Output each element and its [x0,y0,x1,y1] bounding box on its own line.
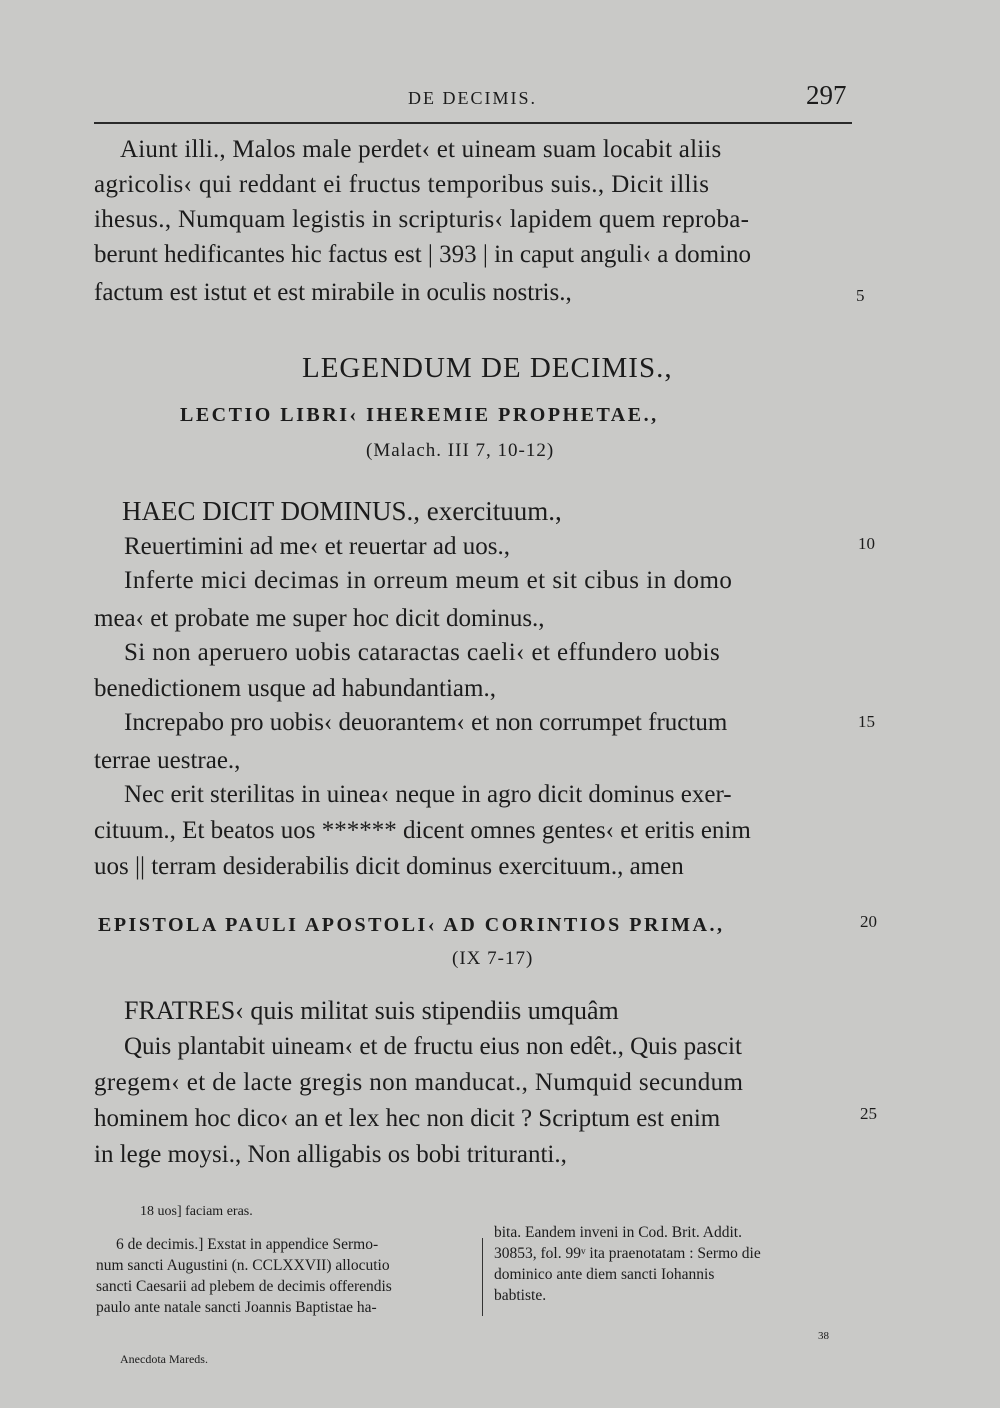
line-number: 15 [858,712,875,731]
text-line: Increpabo pro uobis‹ deuorantem‹ et non corrumpet fructum [124,709,728,736]
footnote-line: sancti Caesarii ad plebem de decimis offerendis [96,1278,392,1295]
text-line: Aiunt illi., Malos male perdet‹ et uineam suam locabit aliis [120,136,722,163]
variant-note: 18 uos] faciam eras. [140,1204,253,1219]
text-line: factum est istut et est mirabile in oculis nostris., [94,279,572,306]
text-line: ihesus., Numquam legistis in scripturis‹ lapidem quem reproba- [94,206,750,233]
line-number: 10 [858,534,875,553]
epistola-title: EPISTOLA PAULI APOSTOLI‹ AD CORINTIOS PRIMA., [98,914,725,936]
text-line: berunt hedificantes hic factus est | 393 | in caput anguli‹ a domino [94,241,752,268]
text-line: Reuertimini ad me‹ et reuertar ad uos., [124,533,510,560]
text-line: FRATRES‹ quis militat suis stipendiis umquâm [124,996,619,1025]
line-number: 25 [860,1104,877,1123]
footnote-line: bita. Eandem inveni in Cod. Brit. Addit. [494,1224,742,1241]
text-line: Nec erit sterilitas in uinea‹ neque in agro dicit dominus exer- [124,781,732,808]
text-line: cituum., Et beatos uos ****** dicent omnes gentes‹ et eritis enim [94,817,751,844]
text-line: uos || terram desiderabilis dicit dominus exercituum., amen [94,853,684,880]
lectio-title: LECTIO LIBRI‹ IHEREMIE PROPHETAE., [180,404,659,426]
header-rule [94,122,852,124]
text-line: benedictionem usque ad habundantiam., [94,675,496,702]
signature-mark: Anecdota Mareds. [120,1352,208,1366]
line-number: 20 [860,912,877,931]
footnote-line: dominico ante diem sancti Iohannis [494,1266,715,1283]
lectio-reference: (Malach. III 7, 10-12) [366,440,555,461]
text-line: HAEC DICIT DOMINUS., exercituum., [122,496,562,526]
text-line: terrae uestrae., [94,747,241,774]
footnote-line: 30853, fol. 99ᵛ ita praenotatam : Sermo die [494,1245,761,1262]
text-line: gregem‹ et de lacte gregis non manducat., Numquid secundum [94,1069,744,1096]
footnote-line: 6 de decimis.] Exstat in appendice Sermo- [116,1236,379,1253]
epistola-reference: (IX 7-17) [452,948,534,969]
footnote-line: paulo ante natale sancti Joannis Baptistae ha- [96,1299,377,1316]
section-title: LEGENDUM DE DECIMIS., [302,352,673,384]
text-line: Quis plantabit uineam‹ et de fructu eius non edêt., Quis pascit [124,1033,742,1060]
text-line: agricolis‹ qui reddant ei fructus temporibus suis., Dicit illis [94,171,710,198]
footnote-left [96,1234,476,1318]
text-line: Inferte mici decimas in orreum meum et sit cibus in domo [124,567,733,594]
running-head: DE DECIMIS. [408,88,537,108]
text-line: mea‹ et probate me super hoc dicit dominus., [94,605,545,632]
page-number: 297 [806,80,847,110]
footnote-line: babtiste. [494,1287,547,1304]
text-line: in lege moysi., Non alligabis os bobi trituranti., [94,1141,567,1168]
line-number: 5 [856,286,865,305]
sheet-number: 38 [818,1330,829,1342]
text-line: hominem hoc dico‹ an et lex hec non dicit ? Scriptum est enim [94,1105,721,1132]
text-line: Si non aperuero uobis cataractas caeli‹ et effundero uobis [124,639,721,666]
footnote-right [494,1222,856,1306]
footnote-line: num sancti Augustini (n. CCLXXVII) allocutio [96,1257,390,1274]
footnote-divider [482,1238,483,1316]
